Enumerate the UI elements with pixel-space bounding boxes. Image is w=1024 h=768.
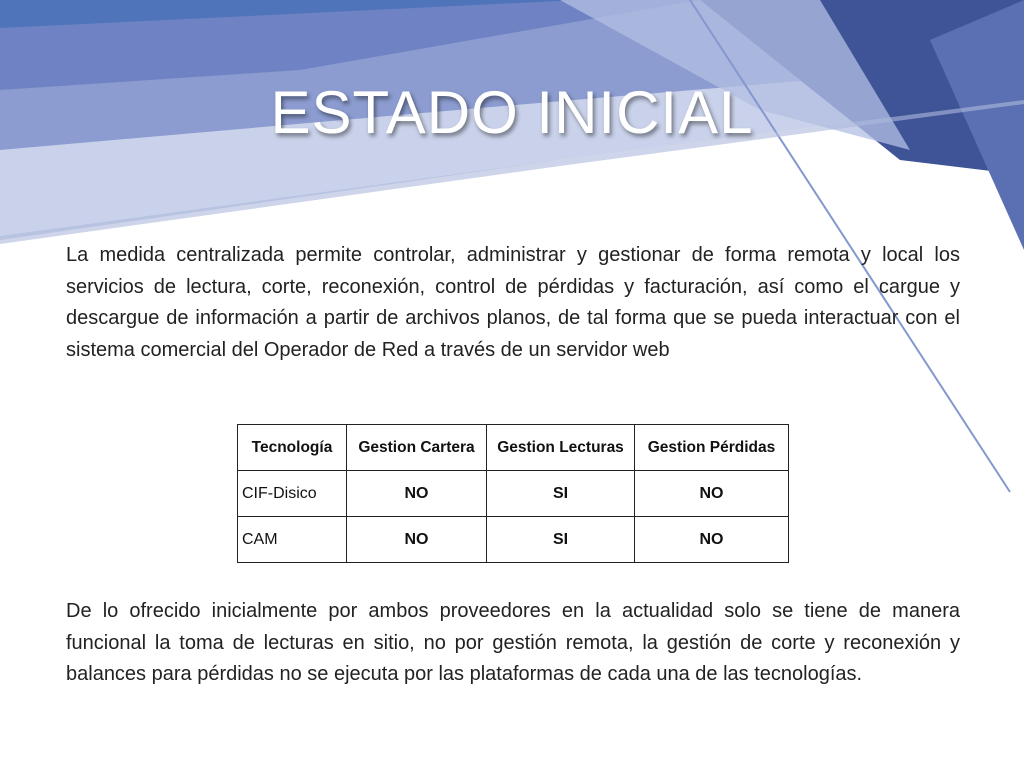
cell-gestion-lecturas: SI xyxy=(487,471,635,517)
table-row xyxy=(238,517,789,563)
header-gestion-lecturas: Gestion Lecturas xyxy=(487,425,635,471)
header-tecnologia: Tecnología xyxy=(238,425,347,471)
conclusion-paragraph: De lo ofrecido inicialmente por ambos proveedores en la actualidad solo se tiene de manera funcional la toma de lecturas en sitio, no por gestión remota, la gestión de corte y reconexión y balances para pérdidas no se ejecuta por las plataformas de cada una de las tecnologías. xyxy=(66,600,960,685)
cell-gestion-perdidas: NO xyxy=(635,517,789,563)
cell-gestion-perdidas: NO xyxy=(635,471,789,517)
table-header-row xyxy=(238,425,789,471)
slide-title: ESTADO INICIAL xyxy=(270,79,754,146)
table-row xyxy=(238,471,789,517)
technology-table xyxy=(237,424,789,563)
cell-technology: CIF-Disico xyxy=(238,471,347,517)
cell-gestion-lecturas: SI xyxy=(487,517,635,563)
cell-technology: CAM xyxy=(238,517,347,563)
cell-gestion-cartera: NO xyxy=(347,517,487,563)
header-gestion-cartera: Gestion Cartera xyxy=(347,425,487,471)
intro-paragraph: La medida centralizada permite controlar, administrar y gestionar de forma remota y local los servicios de lectura, corte, reconexión, control de pérdidas y facturación, así como el cargue y descargue de información a partir de archivos planos, de tal forma que se pueda interactuar con el sistema comercial del Operador de Red a través de un servidor web xyxy=(66,244,960,361)
header-gestion-perdidas: Gestion Pérdidas xyxy=(635,425,789,471)
cell-gestion-cartera: NO xyxy=(347,471,487,517)
